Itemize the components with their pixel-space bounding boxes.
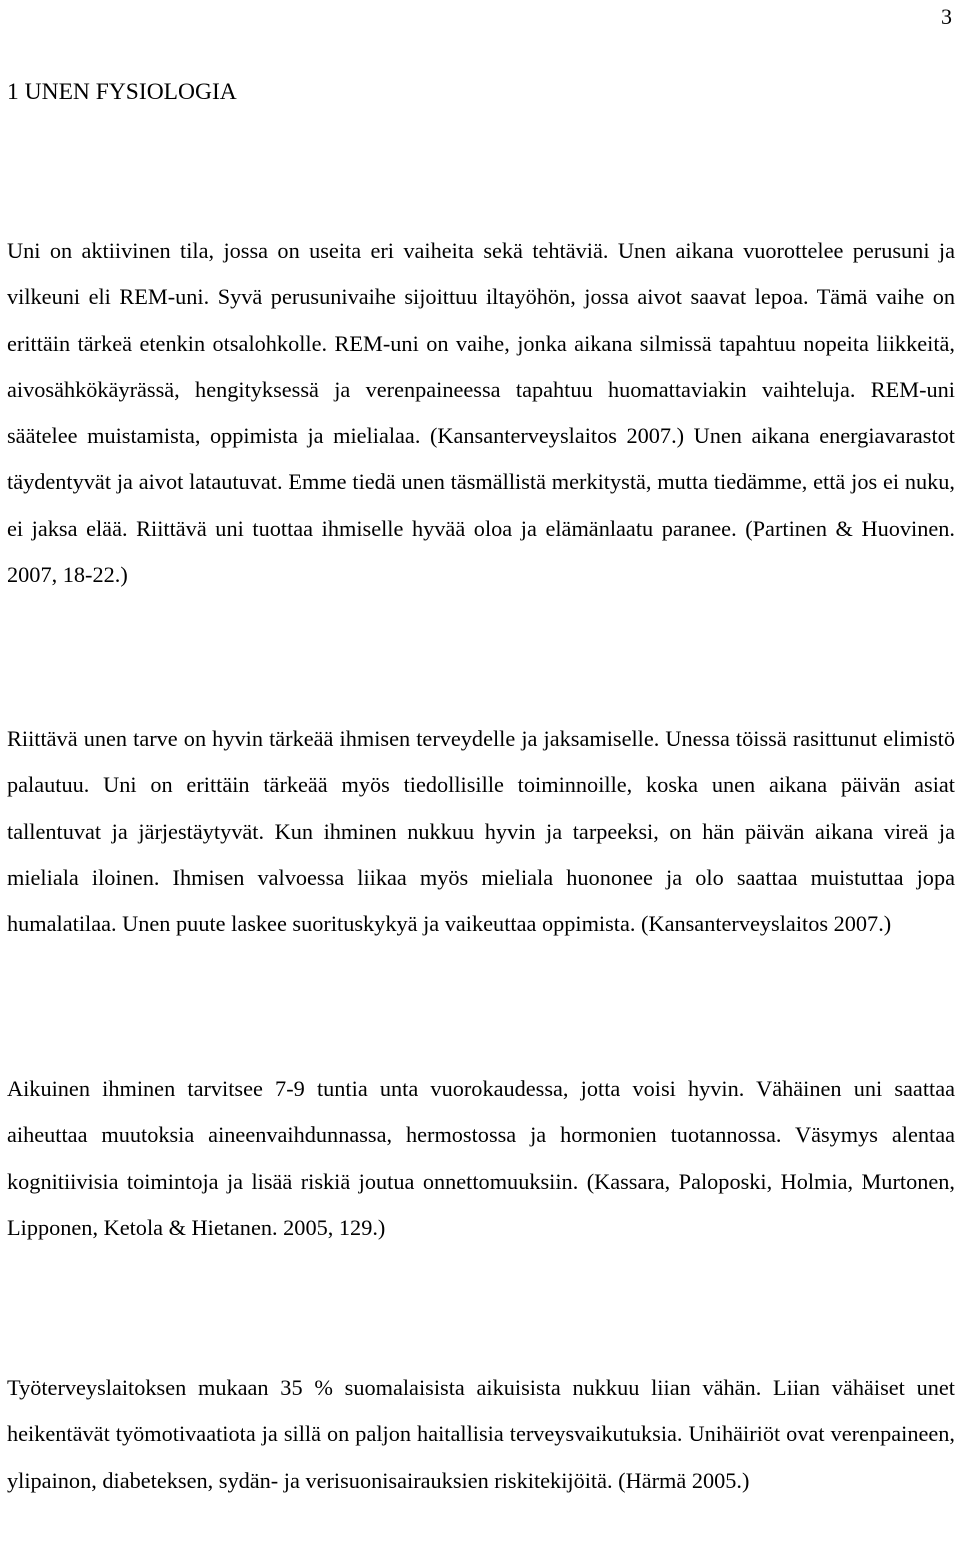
paragraph-occupational-health: Työterveyslaitoksen mukaan 35 % suomalaisista aikuisista nukkuu liian vähän. Liian vähäiset unet heikentävät työmotivaatiota ja sillä on paljon haitallisia terveysvaikutuksia. Unihäiriöt ovat verenpaineen, ylipainon, diabeteksen, sydän- ja verisuonisairauksien riskitekijöitä. (Härmä 2005.) (7, 1375, 955, 1493)
paragraph-sleep-stages: Uni on aktiivinen tila, jossa on useita eri vaiheita sekä tehtäviä. Unen aikana vuorottelee perusuni ja vilkeuni eli REM-uni. Syvä perusunivaihe sijoittuu iltayöhön, jossa aivot saavat lepoa. Tämä vaihe on erittäin tärkeä etenkin otsalohkolle. REM-uni on vaihe, jonka aikana silmissä tapahtuu nopeita liikkeitä, aivosähkökäyrässä, hengityksessä ja verenpaineessa tapahtuu huomattaviakin vaihteluja. REM-uni säätelee muistamista, oppimista ja mielialaa. (Kansanterveyslaitos 2007.) Unen aikana energiavarastot täydentyvät ja aivot latautuvat. Emme tiedä unen täsmällistä merkitystä, mutta tiedämme, että jos ei nuku, ei jaksa elää. Riittävä uni tuottaa ihmiselle hyvää oloa ja elämänlaatu paranee. (Partinen & Huovinen. 2007, 18-22.) (7, 238, 955, 588)
section-heading: 1 UNEN FYSIOLOGIA (7, 79, 237, 105)
paragraph-sleep-need: Riittävä unen tarve on hyvin tärkeää ihmisen terveydelle ja jaksamiselle. Unessa töissä rasittunut elimistö palautuu. Uni on erittäin tärkeää myös tiedollisille toiminnoille, koska unen aikana päivän asiat tallentuvat ja järjestäytyvät. Kun ihminen nukkuu hyvin ja tarpeeksi, on hän päivän aikana vireä ja mieliala iloinen. Ihmisen valvoessa liikaa myös mieliala huononee ja olo saattaa muistuttaa jopa humalatilaa. Unen puute laskee suorituskykyä ja vaikeuttaa oppimista. (Kansanterveyslaitos 2007.) (7, 726, 955, 937)
page-number: 3 (941, 4, 952, 29)
paragraph-adult-sleep: Aikuinen ihminen tarvitsee 7-9 tuntia unta vuorokaudessa, jotta voisi hyvin. Vähäinen uni saattaa aiheuttaa muutoksia aineenvaihdunnassa, hermostossa ja hormonien tuotannossa. Väsymys alentaa kognitiivisia toimintoja ja lisää riskiä joutua onnettomuuksiin. (Kassara, Paloposki, Holmia, Murtonen, Lipponen, Ketola & Hietanen. 2005, 129.) (7, 1076, 955, 1240)
